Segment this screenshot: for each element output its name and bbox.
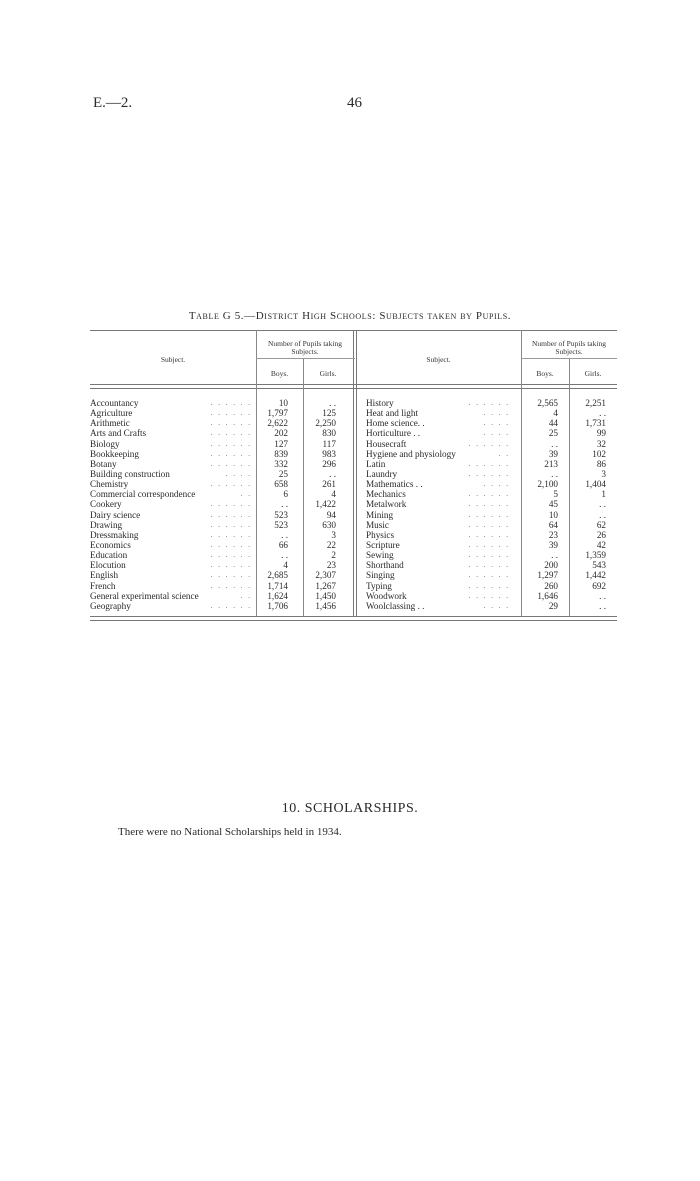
boys-cell: 839 xyxy=(274,448,288,459)
leader-dots: . . xyxy=(498,449,510,458)
leader-dots: . . . . . . xyxy=(210,540,252,549)
subject-cell: Hygiene and physiology xyxy=(366,448,456,459)
table-row xyxy=(90,449,352,459)
subject-cell: Housecraft xyxy=(366,438,407,449)
girls-cell: 86 xyxy=(596,458,606,469)
girls-cell: 23 xyxy=(326,560,336,571)
table-row xyxy=(90,428,352,438)
girls-cell: . . xyxy=(329,468,336,479)
leader-dots: . . . . . . xyxy=(468,581,510,590)
table-row xyxy=(90,591,352,601)
leader-dots: . . . . . . xyxy=(468,469,510,478)
leader-dots: . . . . xyxy=(483,601,510,610)
table-row xyxy=(366,601,616,611)
subject-cell: Economics xyxy=(90,539,131,550)
table-row xyxy=(90,601,352,611)
table-row xyxy=(366,550,616,560)
table-row xyxy=(90,439,352,449)
table-row xyxy=(366,408,616,418)
subject-cell: Biology xyxy=(90,438,120,449)
boys-cell: 2,622 xyxy=(267,418,288,429)
table-row xyxy=(366,560,616,570)
table-row xyxy=(366,530,616,540)
leader-dots: . . . . . . xyxy=(468,439,510,448)
section-text: There were no National Scholarships held in 1934. xyxy=(118,826,342,838)
boys-cell: 2,685 xyxy=(267,570,288,581)
table-row xyxy=(90,418,352,428)
girls-cell: 1 xyxy=(601,489,606,500)
boys-cell: 1,797 xyxy=(267,408,288,419)
page-number: 46 xyxy=(347,95,362,111)
table-row xyxy=(366,540,616,550)
girls-cell: 3 xyxy=(601,468,606,479)
boys-cell: 1,624 xyxy=(267,590,288,601)
girls-cell: 2,250 xyxy=(315,418,336,429)
boys-cell: 332 xyxy=(274,458,288,469)
girls-cell: . . xyxy=(329,398,336,408)
subject-cell: Building construction xyxy=(90,468,170,479)
boys-cell: 39 xyxy=(548,539,558,550)
table-row xyxy=(366,499,616,509)
table-title-dash: — xyxy=(244,310,256,322)
subject-cell: Shorthand xyxy=(366,560,404,571)
boys-header-right: Boys. xyxy=(536,369,554,378)
table-title-main: District High Schools: Subjects taken by Pupils. xyxy=(255,310,512,322)
leader-dots: . . xyxy=(240,591,252,600)
boys-cell: 39 xyxy=(548,448,558,459)
table-row xyxy=(90,408,352,418)
leader-dots: . . . . . . xyxy=(210,409,252,418)
header-reference: E.—2. xyxy=(93,95,133,111)
table-row xyxy=(366,398,616,408)
leader-dots: . . . . . . xyxy=(468,500,510,509)
subject-cell: Horticulture . . xyxy=(366,428,421,439)
subject-cell: Sewing xyxy=(366,550,394,561)
boys-cell: 25 xyxy=(548,428,558,439)
table-row xyxy=(90,540,352,550)
girls-cell: 3 xyxy=(331,529,336,540)
subject-cell: Chemistry xyxy=(90,479,129,490)
girls-cell: 983 xyxy=(322,448,336,459)
section-title: 10. SCHOLARSHIPS. xyxy=(281,801,419,816)
leader-dots: . . . . . . xyxy=(210,480,252,489)
subject-cell: Music xyxy=(366,519,389,530)
table-row xyxy=(90,479,352,489)
girls-cell: 1,267 xyxy=(315,580,336,591)
leader-dots: . . . . . . xyxy=(468,561,510,570)
girls-cell: 296 xyxy=(322,458,336,469)
leader-dots: . . . . . . xyxy=(210,561,252,570)
girls-cell: 117 xyxy=(322,438,336,449)
leader-dots: . . . . . . xyxy=(210,551,252,560)
subject-cell: Agriculture xyxy=(90,408,133,419)
subject-cell: Arithmetic xyxy=(90,418,130,429)
leader-dots: . . . . . . xyxy=(468,540,510,549)
girls-cell: 543 xyxy=(592,560,606,571)
leader-dots: . . . . . . xyxy=(468,571,510,580)
girls-cell: . . xyxy=(599,600,606,611)
boys-cell: . . xyxy=(551,468,558,479)
table-row xyxy=(90,459,352,469)
table-row xyxy=(366,428,616,438)
table-row xyxy=(366,418,616,428)
leader-dots: . . . . . . xyxy=(468,551,510,560)
girls-cell: 1,731 xyxy=(585,418,606,429)
right-rows xyxy=(366,398,616,611)
leader-dots: . . . . . . xyxy=(210,571,252,580)
girls-header-right: Girls. xyxy=(584,369,602,378)
girls-cell: 2,307 xyxy=(315,570,336,581)
subject-cell: Home science. . xyxy=(366,418,425,429)
boys-cell: 200 xyxy=(544,560,558,571)
subject-cell: Laundry xyxy=(366,468,398,479)
leader-dots: . . . . . . xyxy=(468,591,510,600)
boys-cell: 5 xyxy=(553,489,558,500)
boys-cell: 658 xyxy=(274,479,288,490)
table-title-prefix: Table G 5. xyxy=(188,310,245,322)
table-row xyxy=(90,560,352,570)
boys-cell: 260 xyxy=(544,580,558,591)
girls-cell: 94 xyxy=(326,509,336,520)
girls-cell: 830 xyxy=(322,428,336,439)
girls-cell: 2 xyxy=(331,550,336,561)
girls-cell: 125 xyxy=(322,408,336,419)
boys-cell: 10 xyxy=(278,398,288,408)
subject-cell: Geography xyxy=(90,600,131,611)
subject-cell: Education xyxy=(90,550,128,561)
girls-cell: . . xyxy=(599,590,606,601)
boys-cell: 2,565 xyxy=(537,398,558,408)
leader-dots: . . . . . . xyxy=(210,419,252,428)
girls-cell: 1,456 xyxy=(315,600,336,611)
boys-cell: 25 xyxy=(278,468,288,479)
leader-dots: . . . . . . xyxy=(468,510,510,519)
girls-cell: 2,251 xyxy=(585,398,606,408)
pupils-header-left: Number of Pupils taking Subjects. xyxy=(268,339,342,356)
table-row xyxy=(366,439,616,449)
subject-cell: Woodwork xyxy=(366,590,407,601)
girls-cell: 42 xyxy=(596,539,606,550)
subject-cell: Physics xyxy=(366,529,395,540)
subject-cell: Woolclassing . . xyxy=(366,600,425,611)
boys-cell: 4 xyxy=(283,560,288,571)
subject-cell: Heat and light xyxy=(366,408,419,419)
boys-cell: 1,714 xyxy=(267,580,288,591)
girls-cell: 1,422 xyxy=(315,499,336,510)
subject-cell: Elocution xyxy=(90,560,126,571)
leader-dots: . . . . xyxy=(483,409,510,418)
table-row xyxy=(90,510,352,520)
subject-cell: Botany xyxy=(90,458,117,469)
subject-cell: Typing xyxy=(366,580,392,591)
boys-cell: 29 xyxy=(548,600,558,611)
table-row xyxy=(366,449,616,459)
leader-dots: . . . . xyxy=(225,469,252,478)
girls-cell: 102 xyxy=(592,448,606,459)
boys-cell: . . xyxy=(551,438,558,449)
table-row xyxy=(366,489,616,499)
table-row xyxy=(90,469,352,479)
boys-cell: . . xyxy=(281,550,288,561)
leader-dots: . . . . . . xyxy=(468,490,510,499)
girls-cell: 1,450 xyxy=(315,590,336,601)
table-row xyxy=(366,510,616,520)
subjects-table xyxy=(90,330,617,622)
boys-cell: . . xyxy=(551,550,558,561)
girls-cell: 1,442 xyxy=(585,570,606,581)
girls-cell: 99 xyxy=(596,428,606,439)
leader-dots: . . . . xyxy=(483,480,510,489)
leader-dots: . . . . . . xyxy=(210,449,252,458)
subject-cell: French xyxy=(90,580,116,591)
boys-cell: . . xyxy=(281,499,288,510)
table-row xyxy=(366,469,616,479)
boys-cell: 213 xyxy=(544,458,558,469)
girls-cell: 1,359 xyxy=(585,550,606,561)
subject-cell: Singing xyxy=(366,570,395,581)
pupils-header-right: Number of Pupils taking Subjects. xyxy=(532,339,606,356)
leader-dots: . . . . . . xyxy=(210,500,252,509)
boys-cell: 10 xyxy=(548,509,558,520)
subject-header-left: Subject. xyxy=(160,355,186,364)
leader-dots: . . . . . . xyxy=(210,429,252,438)
boys-cell: 1,297 xyxy=(537,570,558,581)
leader-dots: . . . . . . xyxy=(210,581,252,590)
subject-cell: Mechanics xyxy=(366,489,406,500)
table-row xyxy=(90,550,352,560)
table-row xyxy=(366,581,616,591)
boys-cell: 127 xyxy=(274,438,288,449)
subject-cell: Bookkeeping xyxy=(90,448,139,459)
table-row xyxy=(90,570,352,580)
left-rows xyxy=(90,398,352,611)
girls-cell: 22 xyxy=(326,539,336,550)
subject-cell: Dressmaking xyxy=(90,529,139,540)
girls-header-left: Girls. xyxy=(319,369,337,378)
boys-cell: 523 xyxy=(274,509,288,520)
girls-cell: 692 xyxy=(592,580,606,591)
leader-dots: . . . . . . xyxy=(210,459,252,468)
table-row xyxy=(366,591,616,601)
table-title xyxy=(0,310,700,322)
subject-cell: Dairy science xyxy=(90,509,141,520)
girls-cell: 630 xyxy=(322,519,336,530)
girls-cell: . . xyxy=(599,408,606,419)
boys-cell: 45 xyxy=(548,499,558,510)
table-row xyxy=(90,398,352,408)
table-row xyxy=(90,489,352,499)
table-row xyxy=(366,570,616,580)
leader-dots: . . . . . . xyxy=(210,510,252,519)
girls-cell: . . xyxy=(599,499,606,510)
table-row xyxy=(90,499,352,509)
boys-cell: 1,646 xyxy=(537,590,558,601)
subject-cell: History xyxy=(366,398,394,408)
girls-cell: . . xyxy=(599,509,606,520)
subject-cell: Drawing xyxy=(90,519,123,530)
leader-dots: . . . . . . xyxy=(468,459,510,468)
subject-cell: Cookery xyxy=(90,499,122,510)
subject-cell: General experimental science xyxy=(90,590,199,601)
boys-cell: 1,706 xyxy=(267,600,288,611)
girls-cell: 26 xyxy=(596,529,606,540)
girls-cell: 4 xyxy=(331,489,336,500)
subject-cell: Latin xyxy=(366,458,386,469)
leader-dots: . . xyxy=(240,490,252,499)
boys-cell: 4 xyxy=(553,408,558,419)
girls-cell: 62 xyxy=(596,519,606,530)
leader-dots: . . . . xyxy=(483,419,510,428)
girls-cell: 1,404 xyxy=(585,479,606,490)
subject-cell: English xyxy=(90,570,119,581)
subject-header-right: Subject. xyxy=(426,355,451,364)
leader-dots: . . . . . . xyxy=(468,399,510,407)
leader-dots: . . . . . . xyxy=(210,601,252,610)
boys-cell: 523 xyxy=(274,519,288,530)
subject-cell: Mining xyxy=(366,509,394,520)
boys-cell: 2,100 xyxy=(537,479,558,490)
table-row xyxy=(90,581,352,591)
table-row xyxy=(366,459,616,469)
table-row xyxy=(90,530,352,540)
subject-cell: Commercial correspondence xyxy=(90,489,196,500)
boys-header-left: Boys. xyxy=(270,369,289,378)
leader-dots: . . . . xyxy=(483,429,510,438)
leader-dots: . . . . . . xyxy=(210,520,252,529)
boys-cell: 64 xyxy=(548,519,558,530)
subject-cell: Metalwork xyxy=(366,499,407,510)
boys-cell: 202 xyxy=(274,428,288,439)
leader-dots: . . . . . . xyxy=(468,530,510,539)
subject-cell: Arts and Crafts xyxy=(90,428,147,439)
subject-cell: Scripture xyxy=(366,539,400,550)
subject-cell: Accountancy xyxy=(90,398,139,408)
leader-dots: . . . . . . xyxy=(468,520,510,529)
girls-cell: 261 xyxy=(322,479,336,490)
leader-dots: . . . . . . xyxy=(210,439,252,448)
table-row xyxy=(90,520,352,530)
table-row xyxy=(366,479,616,489)
boys-cell: 44 xyxy=(548,418,558,429)
boys-cell: 66 xyxy=(278,539,288,550)
boys-cell: 23 xyxy=(548,529,558,540)
boys-cell: 6 xyxy=(283,489,288,500)
boys-cell: . . xyxy=(281,529,288,540)
table-row xyxy=(366,520,616,530)
girls-cell: 32 xyxy=(596,438,606,449)
leader-dots: . . . . . . xyxy=(210,399,252,407)
leader-dots: . . . . . . xyxy=(210,530,252,539)
subject-cell: Mathematics . . xyxy=(366,479,423,490)
